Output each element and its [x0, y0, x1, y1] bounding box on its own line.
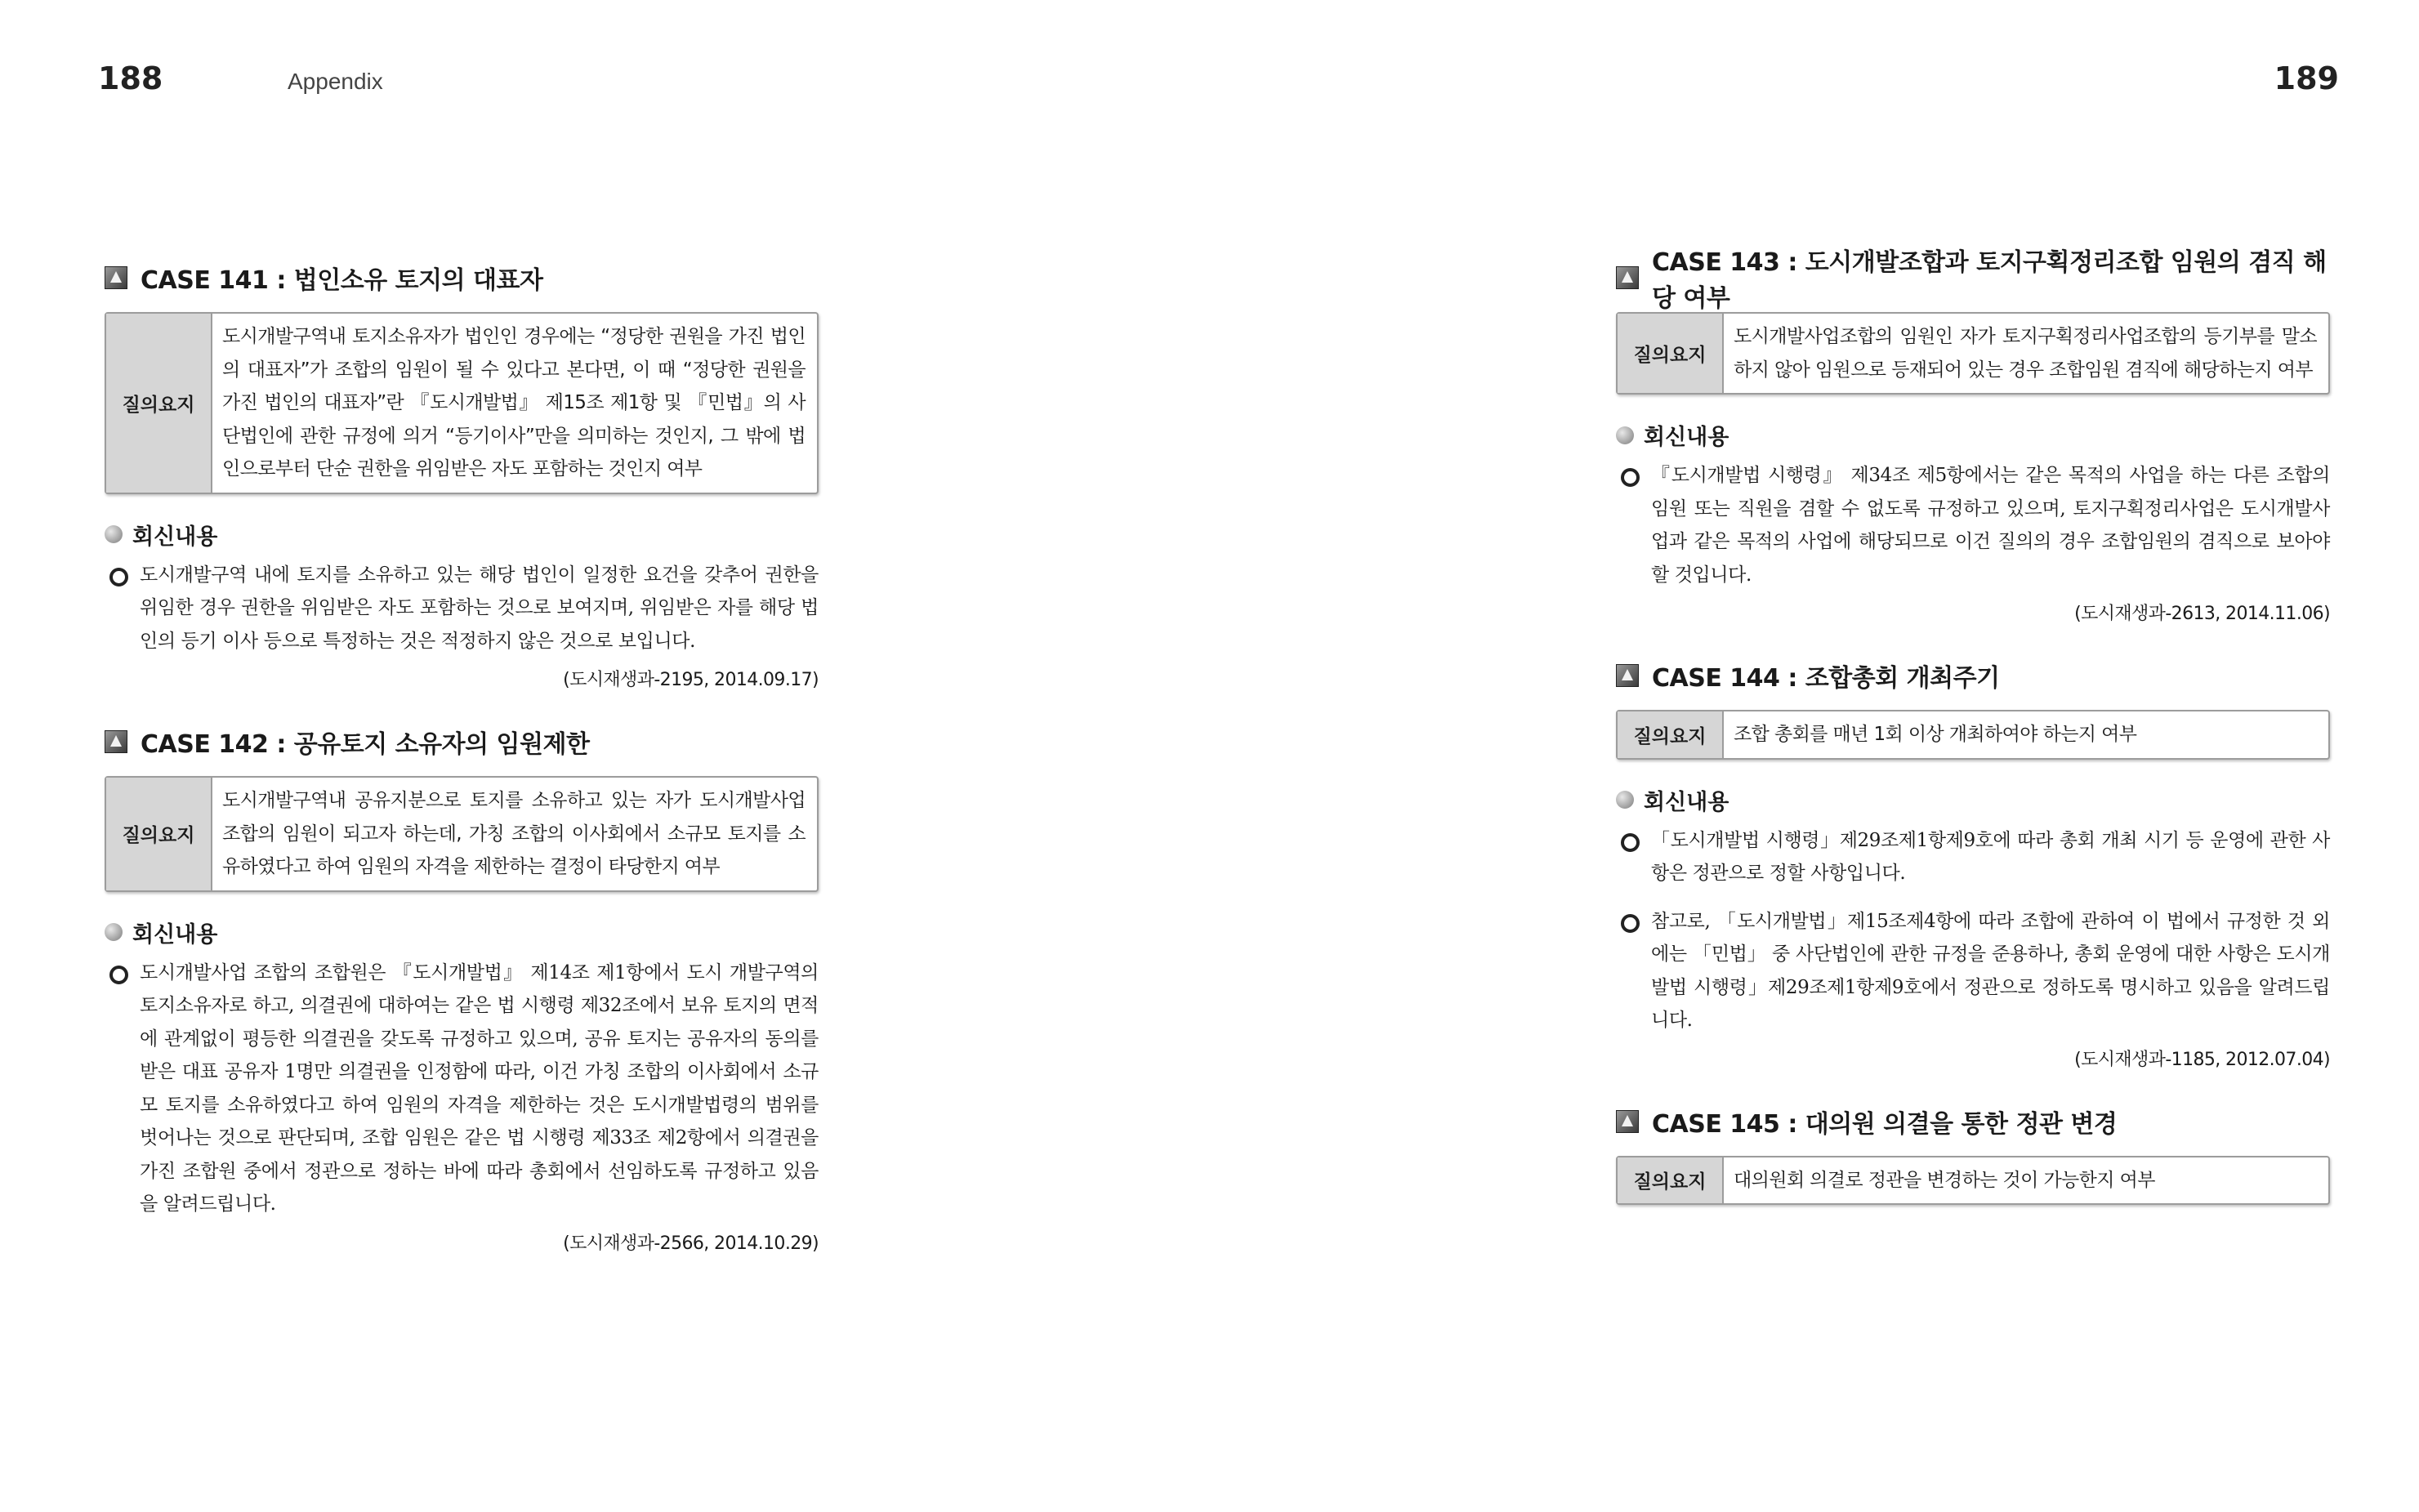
- case-title: [105, 724, 819, 760]
- reply-item: [1616, 824, 2330, 890]
- source-reference: (도시재생과-2566, 2014.10.29): [563, 1233, 819, 1254]
- query-label: 질의요지: [1618, 711, 1724, 758]
- reply-item: [1616, 459, 2330, 591]
- query-label: 질의요지: [106, 314, 212, 493]
- ring-bullet-icon: [109, 568, 128, 587]
- reply-heading-text: 회신내용: [1644, 425, 1729, 450]
- case-marker-icon: [1616, 664, 1639, 687]
- page-number: 189: [2274, 60, 2339, 96]
- case-marker-icon: [105, 730, 127, 753]
- query-text: 대의원회 의결로 정관을 변경하는 것이 가능한지 여부: [1734, 1169, 2155, 1191]
- reply-item: [105, 559, 819, 658]
- case-142: [105, 724, 819, 1255]
- case-title-text: CASE 142 : 공유토지 소유자의 임원제한: [141, 730, 590, 759]
- query-box: [1616, 312, 2330, 395]
- query-box: [105, 312, 819, 494]
- case-marker-icon: [1616, 266, 1639, 289]
- source-reference: (도시재생과-2195, 2014.09.17): [563, 670, 819, 690]
- source-reference: (도시재생과-2613, 2014.11.06): [2074, 604, 2330, 624]
- case-marker-icon: [1616, 1110, 1639, 1133]
- running-head: Appendix: [288, 69, 383, 94]
- content-column: [105, 260, 819, 1287]
- reply-heading-text: 회신내용: [132, 524, 218, 550]
- case-144: [1616, 658, 2330, 1071]
- ring-bullet-icon: [1621, 914, 1640, 933]
- content-column: [1616, 248, 2330, 1205]
- reply-item: [1616, 905, 2330, 1037]
- query-text: 도시개발사업조합의 임원인 자가 토지구획정리사업조합의 등기부를 말소하지 않아 임원으로 등재되어 있는 경우 조합임원 겸직에 해당하는지 여부: [1734, 326, 2317, 381]
- query-label: 질의요지: [1618, 314, 1724, 393]
- query-text: 조합 총회를 매년 1회 이상 개최하여야 하는지 여부: [1734, 724, 2137, 745]
- sphere-bullet-icon: [105, 525, 123, 543]
- reply-text: 『도시개발법 시행령』 제34조 제5항에서는 같은 목적의 사업을 하는 다른 조합의 임원 또는 직원을 겸할 수 없도록 규정하고 있으며, 토지구획정리사업은 도시개발사업과 같은 목적의 사업에 해당되므로 이건 질의의 경우 조합임원의 겸직으로 보아야 할 것입니다.: [1651, 465, 2330, 586]
- sphere-bullet-icon: [1616, 791, 1634, 809]
- case-title: [1616, 1104, 2330, 1140]
- ring-bullet-icon: [1621, 833, 1640, 852]
- case-143: [1616, 248, 2330, 625]
- reply-heading-text: 회신내용: [132, 921, 218, 948]
- query-box: [105, 776, 819, 892]
- case-title: [105, 260, 819, 296]
- query-text: 도시개발구역내 공유지분으로 토지를 소유하고 있는 자가 도시개발사업 조합의 임원이 되고자 하는데, 가칭 조합의 이사회에서 소규모 토지를 소유하였다고 하여 임원의 자격을 제한하는 결정이 타당한지 여부: [222, 790, 806, 877]
- case-marker-icon: [105, 266, 127, 289]
- case-title-text: CASE 143 : 도시개발조합과 토지구획정리조합 임원의 겸직 해당 여부: [1652, 248, 2327, 313]
- query-box: [1616, 710, 2330, 760]
- source-reference: (도시재생과-1185, 2012.07.04): [2074, 1049, 2330, 1070]
- reply-heading: [1616, 784, 2330, 816]
- ring-bullet-icon: [1621, 468, 1640, 487]
- case-141: [105, 260, 819, 691]
- reply-text: 참고로, 「도시개발법」제15조제4항에 따라 조합에 관하여 이 법에서 규정한 것 외에는 「민법」 중 사단법인에 관한 규정을 준용하나, 총회 운영에 대한 사항은 도시개발법 시행령」제29조제1항제9호에서 정관으로 정하도록 명시하고 있음을 알려드립니다.: [1651, 910, 2330, 1031]
- case-title-text: CASE 144 : 조합총회 개최주기: [1652, 664, 2000, 693]
- reply-heading: [105, 519, 819, 551]
- reply-text: 「도시개발법 시행령」제29조제1항제9호에 따라 총회 개최 시기 등 운영에 관한 사항은 정관으로 정할 사항입니다.: [1651, 829, 2330, 884]
- query-box: [1616, 1156, 2330, 1206]
- reply-text: 도시개발구역 내에 토지를 소유하고 있는 해당 법인이 일정한 요건을 갖추어 권한을 위임한 경우 권한을 위임받은 자도 포함하는 것으로 보여지며, 위임받은 자를 해당 법인의 등기 이사 등으로 특정하는 것은 적정하지 않은 것으로 보입니다.: [140, 564, 819, 652]
- page-number: 188: [98, 60, 163, 96]
- case-title-text: CASE 145 : 대의원 의결을 통한 정관 변경: [1652, 1109, 2118, 1139]
- reply-heading-text: 회신내용: [1644, 789, 1729, 815]
- case-title-text: CASE 141 : 법인소유 토지의 대표자: [141, 266, 543, 295]
- sphere-bullet-icon: [1616, 426, 1634, 444]
- reply-text: 도시개발사업 조합의 조합원은 『도시개발법』 제14조 제1항에서 도시 개발구역의 토지소유자로 하고, 의결권에 대하여는 같은 법 시행령 제32조에서 보유 토지의 면적에 관계없이 평등한 의결권을 갖도록 규정하고 있으며, 공유 토지는 공유자의 동의를 받은 대표 공유자 1명만 의결권을 인정함에 따라, 이건 가칭 조합의 이사회에서 소규모 토지를 소유하였다고 하여 임원의 자격을 제한하는 것은 도시개발법령의 범위를 벗어나는 것으로 판단되며, 조합 임원은 같은 법 시행령 제33조 제2항에서 의결권을 가진 조합원 중에서 정관으로 정하는 바에 따라 총회에서 선임하도록 규정하고 있음을 알려드립니다.: [140, 961, 819, 1215]
- reply-heading: [1616, 419, 2330, 451]
- left-page: [0, 0, 1209, 1512]
- reply-heading: [105, 917, 819, 948]
- query-label: 질의요지: [106, 778, 212, 890]
- case-title: [1616, 658, 2330, 694]
- ring-bullet-icon: [109, 966, 128, 984]
- right-page: [1209, 0, 2419, 1512]
- reply-item: [105, 957, 819, 1221]
- sphere-bullet-icon: [105, 923, 123, 941]
- case-145: [1616, 1104, 2330, 1206]
- case-title: [1616, 248, 2330, 313]
- query-label: 질의요지: [1618, 1157, 1724, 1204]
- query-text: 도시개발구역내 토지소유자가 법인인 경우에는 “정당한 권원을 가진 법인의 대표자”가 조합의 임원이 될 수 있다고 본다면, 이 때 “정당한 권원을 가진 법인의 대표자”란 『도시개발법』 제15조 제1항 및 『민법』의 사단법인에 관한 규정에 의거 “등기이사”만을 의미하는 것인지, 그 밖에 법인으로부터 단순 권한을 위임받은 자도 포함하는 것인지 여부: [222, 326, 806, 479]
